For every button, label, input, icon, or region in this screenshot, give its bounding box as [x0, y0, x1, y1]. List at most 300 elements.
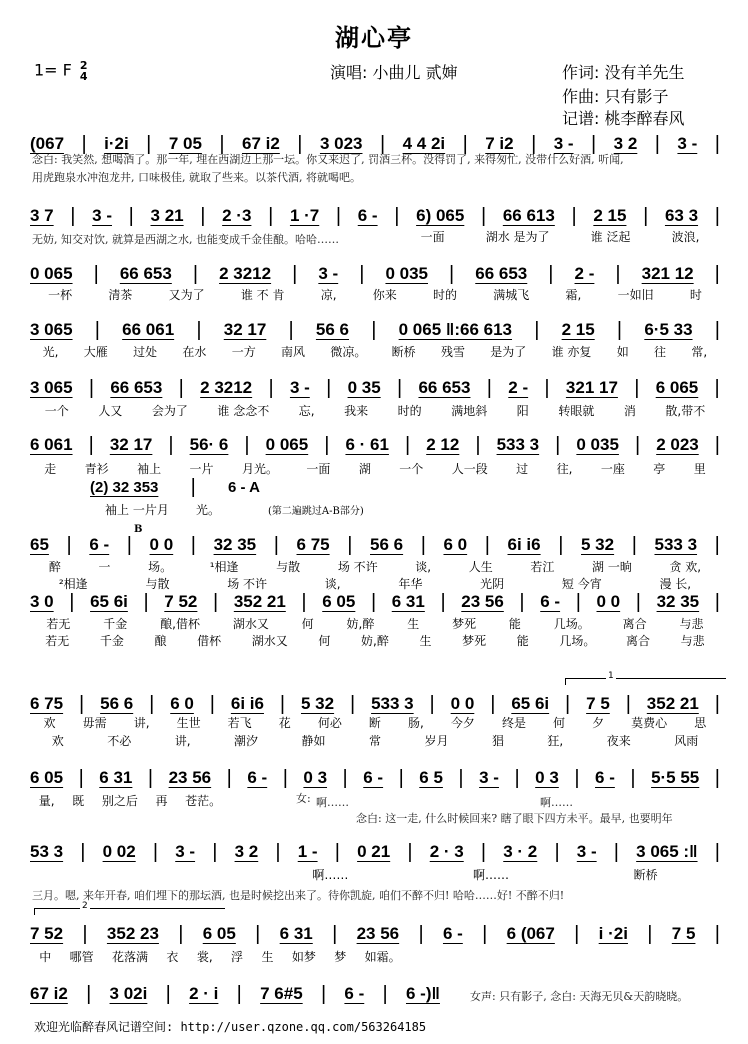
lyric: 是为了 — [490, 345, 527, 359]
lyric: 夕 — [592, 716, 605, 730]
lyrics-row — [30, 732, 720, 748]
lyric: 欢 — [51, 734, 64, 748]
barline: | — [342, 766, 348, 789]
barline: | — [571, 204, 577, 227]
lyric: 短 今宵 — [561, 577, 602, 591]
barline: | — [616, 318, 623, 341]
barline: | — [519, 590, 525, 613]
ts-bottom: 4 — [79, 70, 88, 83]
barline: | — [80, 840, 86, 863]
barline: | — [531, 132, 537, 155]
barline: | — [714, 766, 720, 789]
footer: 欢迎光临醉春风记谱空间: http://user.qzone.qq.com/563264185 — [34, 1020, 427, 1034]
measure: 7 52 — [164, 592, 198, 611]
measure: 66 653 — [110, 378, 163, 397]
measure: 0 0 — [149, 535, 174, 554]
measure: 0 02 — [102, 842, 136, 861]
barline: | — [714, 262, 720, 285]
lyric: 贪 欢, — [669, 560, 702, 574]
barline: | — [490, 692, 496, 715]
measure: 6 31 — [99, 768, 133, 787]
ah-1: 啊…… — [316, 796, 349, 809]
barline: | — [165, 982, 171, 1005]
volta-1 — [565, 671, 726, 685]
measure: 321 12 — [641, 264, 694, 283]
measure: 533 3 — [496, 435, 540, 454]
lyric: 何 — [301, 617, 314, 631]
barline: | — [168, 433, 174, 456]
measure: 6·5 33 — [644, 320, 693, 339]
lyric: 湖水又 — [251, 634, 288, 648]
measure: 0 0 — [450, 694, 475, 713]
barline: | — [209, 692, 215, 715]
barline: | — [548, 262, 554, 285]
measure: 6i i6 — [230, 694, 264, 713]
measure: 6 0 — [443, 535, 468, 554]
lyric: 梦 — [334, 950, 347, 964]
measure: 5 32 — [300, 694, 335, 713]
notation-row — [30, 533, 720, 557]
measure: 0 35 — [347, 378, 381, 397]
lyric: 裳, — [196, 950, 213, 964]
measure: 3 065 :‖ — [636, 842, 698, 861]
lyric: 你来 — [372, 288, 397, 302]
barline: | — [654, 132, 660, 155]
lyric: 谁 亦复 — [551, 345, 592, 359]
notation-row — [30, 318, 720, 342]
lyric: 终是 — [501, 716, 526, 730]
barline: | — [288, 318, 294, 341]
barline: | — [440, 590, 446, 613]
lyric: 夜来 — [606, 734, 631, 748]
lyrics-row — [30, 575, 720, 591]
notation-row — [30, 433, 720, 457]
alt-lyric-2: 光。 — [196, 503, 221, 517]
lyrics-row — [250, 866, 720, 882]
barline: | — [66, 533, 72, 556]
barline: | — [79, 692, 85, 715]
barline: | — [714, 533, 720, 556]
lyric: 霜, — [565, 288, 582, 302]
lyric: 过处 — [133, 345, 158, 359]
measure: 3 · 2 — [503, 842, 538, 861]
measure: 6 - — [540, 592, 561, 611]
lyric: 光阴 — [480, 577, 505, 591]
transcriber: 记谱: 桃李醉春风 — [562, 109, 685, 128]
measure: 3 - — [92, 206, 112, 225]
barline: | — [714, 132, 720, 155]
measure: 2 · 3 — [429, 842, 464, 861]
measure: 7 6#5 — [260, 984, 303, 1003]
lyric: 醉 — [48, 560, 61, 574]
volta-label: 2 — [82, 901, 88, 911]
notation-row — [30, 262, 720, 286]
credit: 女声: 只有影子, 念白: 天海无贝&天韵晓晓。 — [470, 990, 689, 1003]
lyric: 能 — [516, 634, 529, 648]
measure: 352 21 — [233, 592, 286, 611]
lyric: 青衫 — [84, 462, 109, 476]
lyrics-row — [30, 402, 720, 418]
lyric: ¹相逢 — [209, 560, 239, 574]
lyrics-row — [400, 228, 720, 244]
lyrics-row — [30, 286, 720, 302]
lyrics-row — [30, 632, 720, 648]
barline: | — [324, 433, 330, 456]
lyric: 毋需 — [82, 716, 107, 730]
measure: 67 i2 — [242, 134, 280, 153]
lyrics-row — [30, 460, 720, 476]
barline: | — [714, 376, 720, 399]
barline: | — [634, 433, 641, 456]
barline: | — [128, 204, 134, 227]
measure: 3 065 — [30, 320, 73, 339]
barline: | — [635, 590, 641, 613]
barline: | — [146, 132, 152, 155]
lyrics-row — [30, 948, 410, 964]
lyric: 花落满 — [112, 950, 149, 964]
measure: 7 5 — [671, 924, 696, 943]
barline: | — [394, 204, 400, 227]
barline: | — [326, 376, 332, 399]
lyric: 借杯 — [197, 634, 222, 648]
measure: 6 - — [363, 768, 384, 787]
barline: | — [475, 433, 481, 456]
lyric: 往, — [556, 462, 573, 476]
measure: 3 - — [576, 842, 597, 861]
lyric: 常, — [691, 345, 708, 359]
measure: 6 0 — [170, 694, 194, 713]
lyric: 离合 — [625, 634, 650, 648]
measure: 0 065 ‖:66 613 — [398, 320, 513, 339]
barline: | — [480, 840, 487, 863]
barline: | — [462, 132, 468, 155]
barline: | — [382, 982, 388, 1005]
measure: 3 - — [677, 134, 698, 153]
barline: | — [297, 132, 303, 155]
lyric: 酿 — [154, 634, 167, 648]
measure: 3 02i — [109, 984, 148, 1003]
barline: | — [255, 922, 261, 945]
lyric: 人一段 — [451, 462, 488, 476]
lyric: 散,带不 — [665, 404, 706, 418]
lyric: 谈, — [324, 577, 341, 591]
lyric: 啊…… — [472, 868, 509, 882]
lyric: 阳 — [516, 404, 529, 418]
ah-2: 啊…… — [540, 796, 573, 809]
lyric: 若江 — [530, 560, 555, 574]
lyric: 生 — [407, 617, 420, 631]
barline: | — [370, 590, 377, 613]
key: 1= F — [34, 60, 72, 80]
measure: 3 0 — [30, 592, 54, 611]
lyric: 年华 — [398, 577, 423, 591]
lyric: 微凉。 — [330, 345, 367, 359]
notation-row — [30, 376, 720, 400]
barline: | — [149, 692, 155, 715]
lyric: 离合 — [622, 617, 647, 631]
lyric: 忘, — [298, 404, 315, 418]
measure: 6 05 — [202, 924, 236, 943]
barline: | — [631, 533, 637, 556]
speech-line-5: 三月。嗯, 来年开春, 咱们埋下的那坛酒, 也是时候挖出来了。待你凯旋, 咱们不醉不归! 哈哈……好! 不醉不归! — [32, 889, 565, 902]
measure: 6 -)‖ — [405, 984, 440, 1003]
barline: | — [143, 590, 149, 613]
lyric: 不必 — [107, 734, 132, 748]
measure: 3 023 — [319, 134, 363, 153]
barline: | — [555, 433, 561, 456]
barline: | — [190, 533, 196, 556]
measure: 66 653 — [418, 378, 471, 397]
barline: | — [420, 533, 426, 556]
barline: | — [78, 766, 84, 789]
measure: 3 - — [289, 378, 310, 397]
barline: | — [407, 840, 413, 863]
lyric: 能 — [508, 617, 521, 631]
barline: | — [93, 262, 99, 285]
measure: 1 - — [297, 842, 318, 861]
measure: 2 15 — [561, 320, 595, 339]
measure: 2 · i — [189, 984, 219, 1003]
lyric: 啊…… — [312, 868, 349, 882]
measure: 0 3 — [535, 768, 559, 787]
measure: 6 05 — [322, 592, 356, 611]
lyric: 花 — [278, 716, 291, 730]
barline: | — [574, 766, 580, 789]
barline: | — [219, 132, 225, 155]
lyric: 何 — [553, 716, 566, 730]
lyric: 满地斜 — [451, 404, 488, 418]
lyric: 满城飞 — [493, 288, 530, 302]
measure: 2 023 — [656, 435, 699, 454]
barline: | — [334, 840, 340, 863]
notation-row — [30, 692, 720, 716]
lyric: 场 不许 — [227, 577, 268, 591]
barline: | — [335, 204, 342, 227]
lyric: 断 — [368, 716, 381, 730]
measure: i ·2i — [598, 924, 628, 943]
lyric: 谁 不 肯 — [240, 288, 285, 302]
barline: | — [282, 766, 288, 789]
measure: 3 - — [175, 842, 196, 861]
barline: | — [349, 692, 356, 715]
lyric: 再 — [155, 794, 168, 808]
lyric: 一座 — [600, 462, 625, 476]
lyric: 生 — [261, 950, 274, 964]
lyric: 若无 — [45, 634, 70, 648]
lyric: 梦死 — [452, 617, 477, 631]
measure: 6 · 61 — [345, 435, 389, 454]
lyric: 一片 — [189, 462, 214, 476]
measure: 6) 065 — [416, 206, 465, 225]
lyric: 与悲 — [680, 634, 705, 648]
measure: 6 5 — [419, 768, 443, 787]
barline: | — [126, 533, 132, 556]
lyric: 若飞 — [227, 716, 252, 730]
notation-row — [30, 982, 440, 1006]
measure: 32 17 — [109, 435, 153, 454]
lyric: 如梦 — [291, 950, 316, 964]
lyric: 谈, — [415, 560, 432, 574]
lyric: 衣 — [166, 950, 179, 964]
lyric: 一 — [98, 560, 111, 574]
alt-ending-notes — [90, 475, 260, 499]
barline: | — [480, 204, 487, 227]
lyric: 断桥 — [633, 868, 658, 882]
lyrics-row — [30, 714, 720, 730]
lyric: 哪管 — [69, 950, 94, 964]
lyric: 既 — [72, 794, 85, 808]
measure: 0 0 — [596, 592, 621, 611]
barline: | — [147, 766, 154, 789]
lyric: 生 — [419, 634, 432, 648]
lyric: 风雨 — [674, 734, 699, 748]
lyric: 若无 — [46, 617, 71, 631]
barline: | — [152, 840, 159, 863]
lyric: ²相逢 — [58, 577, 88, 591]
measure: 63 3 — [664, 206, 699, 225]
lyric: 大雁 — [83, 345, 108, 359]
alt-ending-note: (第二遍跳过A-B部分) — [268, 506, 364, 517]
ts-top: 2 — [79, 59, 88, 72]
alt-lyric-1: 袖上 一片月 — [105, 503, 169, 517]
barline: | — [565, 692, 571, 715]
lyric: 湖水又 — [232, 617, 269, 631]
lyric: 酿,借杯 — [160, 617, 200, 631]
barline: | — [244, 433, 250, 456]
barline: | — [714, 318, 720, 341]
barline: | — [534, 318, 540, 341]
measure: 2 15 — [593, 206, 627, 225]
measure: 67 i2 — [30, 984, 68, 1003]
measure: 6 31 — [279, 924, 313, 943]
measure: 6 - — [357, 206, 378, 225]
measure: 321 17 — [565, 378, 618, 397]
notation-row — [30, 922, 720, 946]
lyric: 岁月 — [424, 734, 449, 748]
barline: | — [69, 590, 75, 613]
lyric: 生世 — [176, 716, 201, 730]
lyric: 一杯 — [48, 288, 73, 302]
barline: | — [236, 982, 242, 1005]
lyric: 莫费心 — [631, 716, 668, 730]
measure: 3 - — [553, 134, 574, 153]
barline: | — [643, 204, 649, 227]
measure: 0 065 — [265, 435, 309, 454]
lyric: 人又 — [98, 404, 123, 418]
barline: | — [301, 590, 307, 613]
barline: | — [275, 840, 281, 863]
measure: 6 31 — [391, 592, 425, 611]
measure: 0 065 — [30, 264, 73, 283]
lyric: 湖 — [358, 462, 371, 476]
lyric: 讲, — [133, 716, 150, 730]
barline: | — [714, 433, 720, 456]
barline: | — [88, 433, 94, 456]
lyric: 苍茫。 — [185, 794, 222, 808]
notation-row — [30, 204, 720, 228]
lyrics-row — [30, 558, 720, 574]
lyric: 消 — [623, 404, 636, 418]
measure: 6 061 — [30, 435, 73, 454]
lyric: 会为了 — [151, 404, 188, 418]
barline: | — [714, 590, 720, 613]
measure: 6 - — [344, 984, 365, 1003]
lyric: 时 — [689, 288, 702, 302]
song-title: 湖心亭 — [335, 24, 413, 52]
lyric: 欢 — [43, 716, 56, 730]
barline: | — [178, 922, 184, 945]
barline: | — [429, 692, 435, 715]
barline: | — [88, 376, 95, 399]
measure: 0 21 — [357, 842, 391, 861]
barline: | — [486, 376, 492, 399]
measure: 3 - — [318, 264, 339, 283]
barline: | — [212, 840, 218, 863]
lyrics-row — [30, 792, 230, 808]
barline: | — [630, 766, 636, 789]
barline: | — [634, 376, 640, 399]
barline: | — [714, 840, 720, 863]
measure: 56 6 — [315, 320, 350, 339]
lyric: 妨,醉 — [346, 617, 375, 631]
measure: 533 3 — [654, 535, 698, 554]
lyric: 又为了 — [168, 288, 205, 302]
female-label: 女: — [296, 792, 311, 805]
barline: | — [514, 766, 520, 789]
measure: 0 3 — [303, 768, 328, 787]
lyrics-row — [30, 343, 720, 359]
lyric: 思 — [694, 716, 707, 730]
lyric: 与散 — [276, 560, 301, 574]
measure: 3 - — [479, 768, 499, 787]
lyric: 几场。 — [559, 634, 596, 648]
speech-line-3: 无妨, 知交对饮, 就算是西湖之水, 也能变成千金佳酿。哈哈…… — [32, 233, 339, 246]
lyric: 过 — [516, 462, 529, 476]
measure: 1 ·7 — [289, 206, 320, 225]
measure: 6 05 — [30, 768, 64, 787]
lyric: 南风 — [281, 345, 306, 359]
measure: 6 (067 — [506, 924, 555, 943]
measure: 32 17 — [223, 320, 267, 339]
lyric: 一个 — [399, 462, 424, 476]
lyrics-row — [30, 615, 720, 631]
measure: 7 5 — [586, 694, 610, 713]
barline: | — [558, 533, 564, 556]
measure: 56· 6 — [189, 435, 229, 454]
measure: 6 75 — [296, 535, 330, 554]
lyric: 湖水 是为了 — [485, 230, 550, 244]
measure: 2 3212 — [200, 378, 253, 397]
lyric: 妨,醉 — [361, 634, 389, 648]
measure: 32 35 — [656, 592, 700, 611]
lyric: 一个 — [44, 404, 69, 418]
volta-2 — [34, 901, 225, 915]
barline: | — [404, 433, 411, 456]
barline: | — [418, 922, 424, 945]
measure: 0 035 — [385, 264, 428, 283]
lyric: 一面 — [420, 230, 445, 244]
lyric: 月光。 — [241, 462, 278, 476]
measure: 23 56 — [168, 768, 212, 787]
barline: | — [213, 590, 219, 613]
lyric: 漫 长, — [659, 577, 692, 591]
barline: | — [544, 376, 550, 399]
measure: 65 6i — [90, 592, 128, 611]
lyric: 转眼就 — [558, 404, 595, 418]
lyric: 凉, — [320, 288, 337, 302]
lyric: 袖上 — [137, 462, 162, 476]
lyric: 今夕 — [450, 716, 475, 730]
